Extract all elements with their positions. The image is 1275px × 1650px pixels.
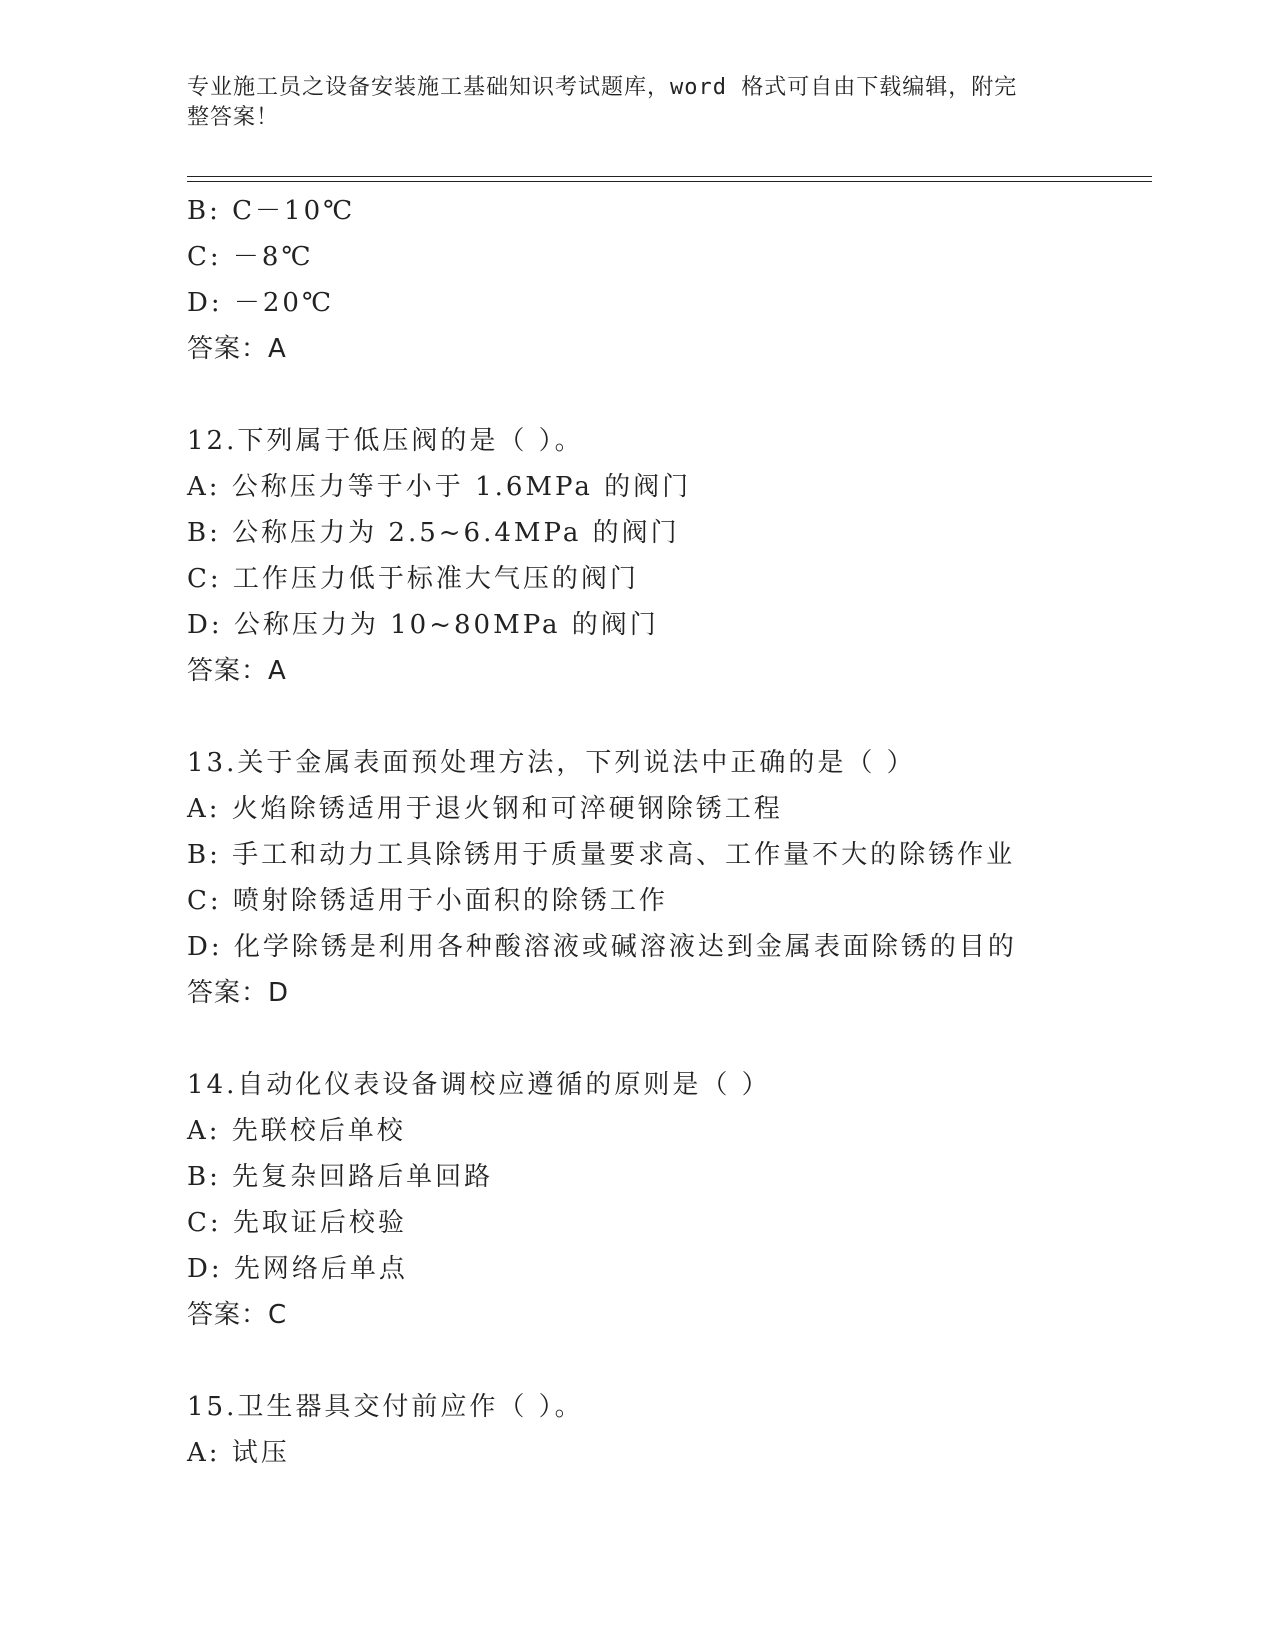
- question-11-partial: [187, 188, 1167, 372]
- option-d: D: 先网络后单点: [187, 1254, 408, 1284]
- document-header: [187, 73, 1067, 133]
- option-b: B: 公称压力为 2.5~6.4MPa 的阀门: [187, 518, 680, 548]
- option-d: D: 公称压力为 10~80MPa 的阀门: [187, 610, 659, 640]
- option-a: A: 公称压力等于小于 1.6MPa 的阀门: [187, 472, 692, 502]
- question-12: [187, 418, 1167, 694]
- option-c: C: 喷射除锈适用于小面积的除锈工作: [187, 886, 668, 916]
- answer-line: 答案：A: [187, 334, 287, 364]
- option-c: C: 工作压力低于标准大气压的阀门: [187, 564, 639, 594]
- option-c: C: －8℃: [187, 242, 314, 272]
- question-14: [187, 1062, 1167, 1338]
- spacer: [187, 1016, 1167, 1062]
- answer-line: 答案：A: [187, 656, 287, 686]
- answer-line: 答案：D: [187, 978, 290, 1008]
- spacer: [187, 372, 1167, 418]
- option-a: A: 火焰除锈适用于退火钢和可淬硬钢除锈工程: [187, 794, 783, 824]
- option-b: B: 先复杂回路后单回路: [187, 1162, 494, 1192]
- option-a: A: 试压: [187, 1438, 290, 1468]
- question-13: [187, 740, 1167, 1016]
- question-stem: 15.卫生器具交付前应作（ ）。: [187, 1392, 584, 1422]
- question-stem: 13.关于金属表面预处理方法，下列说法中正确的是（ ）: [187, 748, 916, 778]
- option-d: D: 化学除锈是利用各种酸溶液或碱溶液达到金属表面除锈的目的: [187, 932, 1017, 962]
- spacer: [187, 694, 1167, 740]
- option-d: D: －20℃: [187, 288, 335, 318]
- option-a: A: 先联校后单校: [187, 1116, 406, 1146]
- option-b: B: C－10℃: [187, 196, 356, 226]
- answer-line: 答案：C: [187, 1300, 288, 1330]
- header-divider-top: [187, 176, 1152, 177]
- question-stem: 14.自动化仪表设备调校应遵循的原则是（ ）: [187, 1070, 771, 1100]
- question-list: [187, 188, 1167, 1476]
- question-15: [187, 1384, 1167, 1476]
- option-c: C: 先取证后校验: [187, 1208, 407, 1238]
- spacer: [187, 1338, 1167, 1384]
- option-b: B: 手工和动力工具除锈用于质量要求高、工作量不大的除锈作业: [187, 840, 1016, 870]
- header-line-2: 整答案！: [187, 105, 280, 130]
- header-divider-bottom: [187, 181, 1152, 182]
- header-line-1: 专业施工员之设备安装施工基础知识考试题库，word 格式可自由下载编辑，附完: [187, 75, 1018, 100]
- question-stem: 12.下列属于低压阀的是（ ）。: [187, 426, 584, 456]
